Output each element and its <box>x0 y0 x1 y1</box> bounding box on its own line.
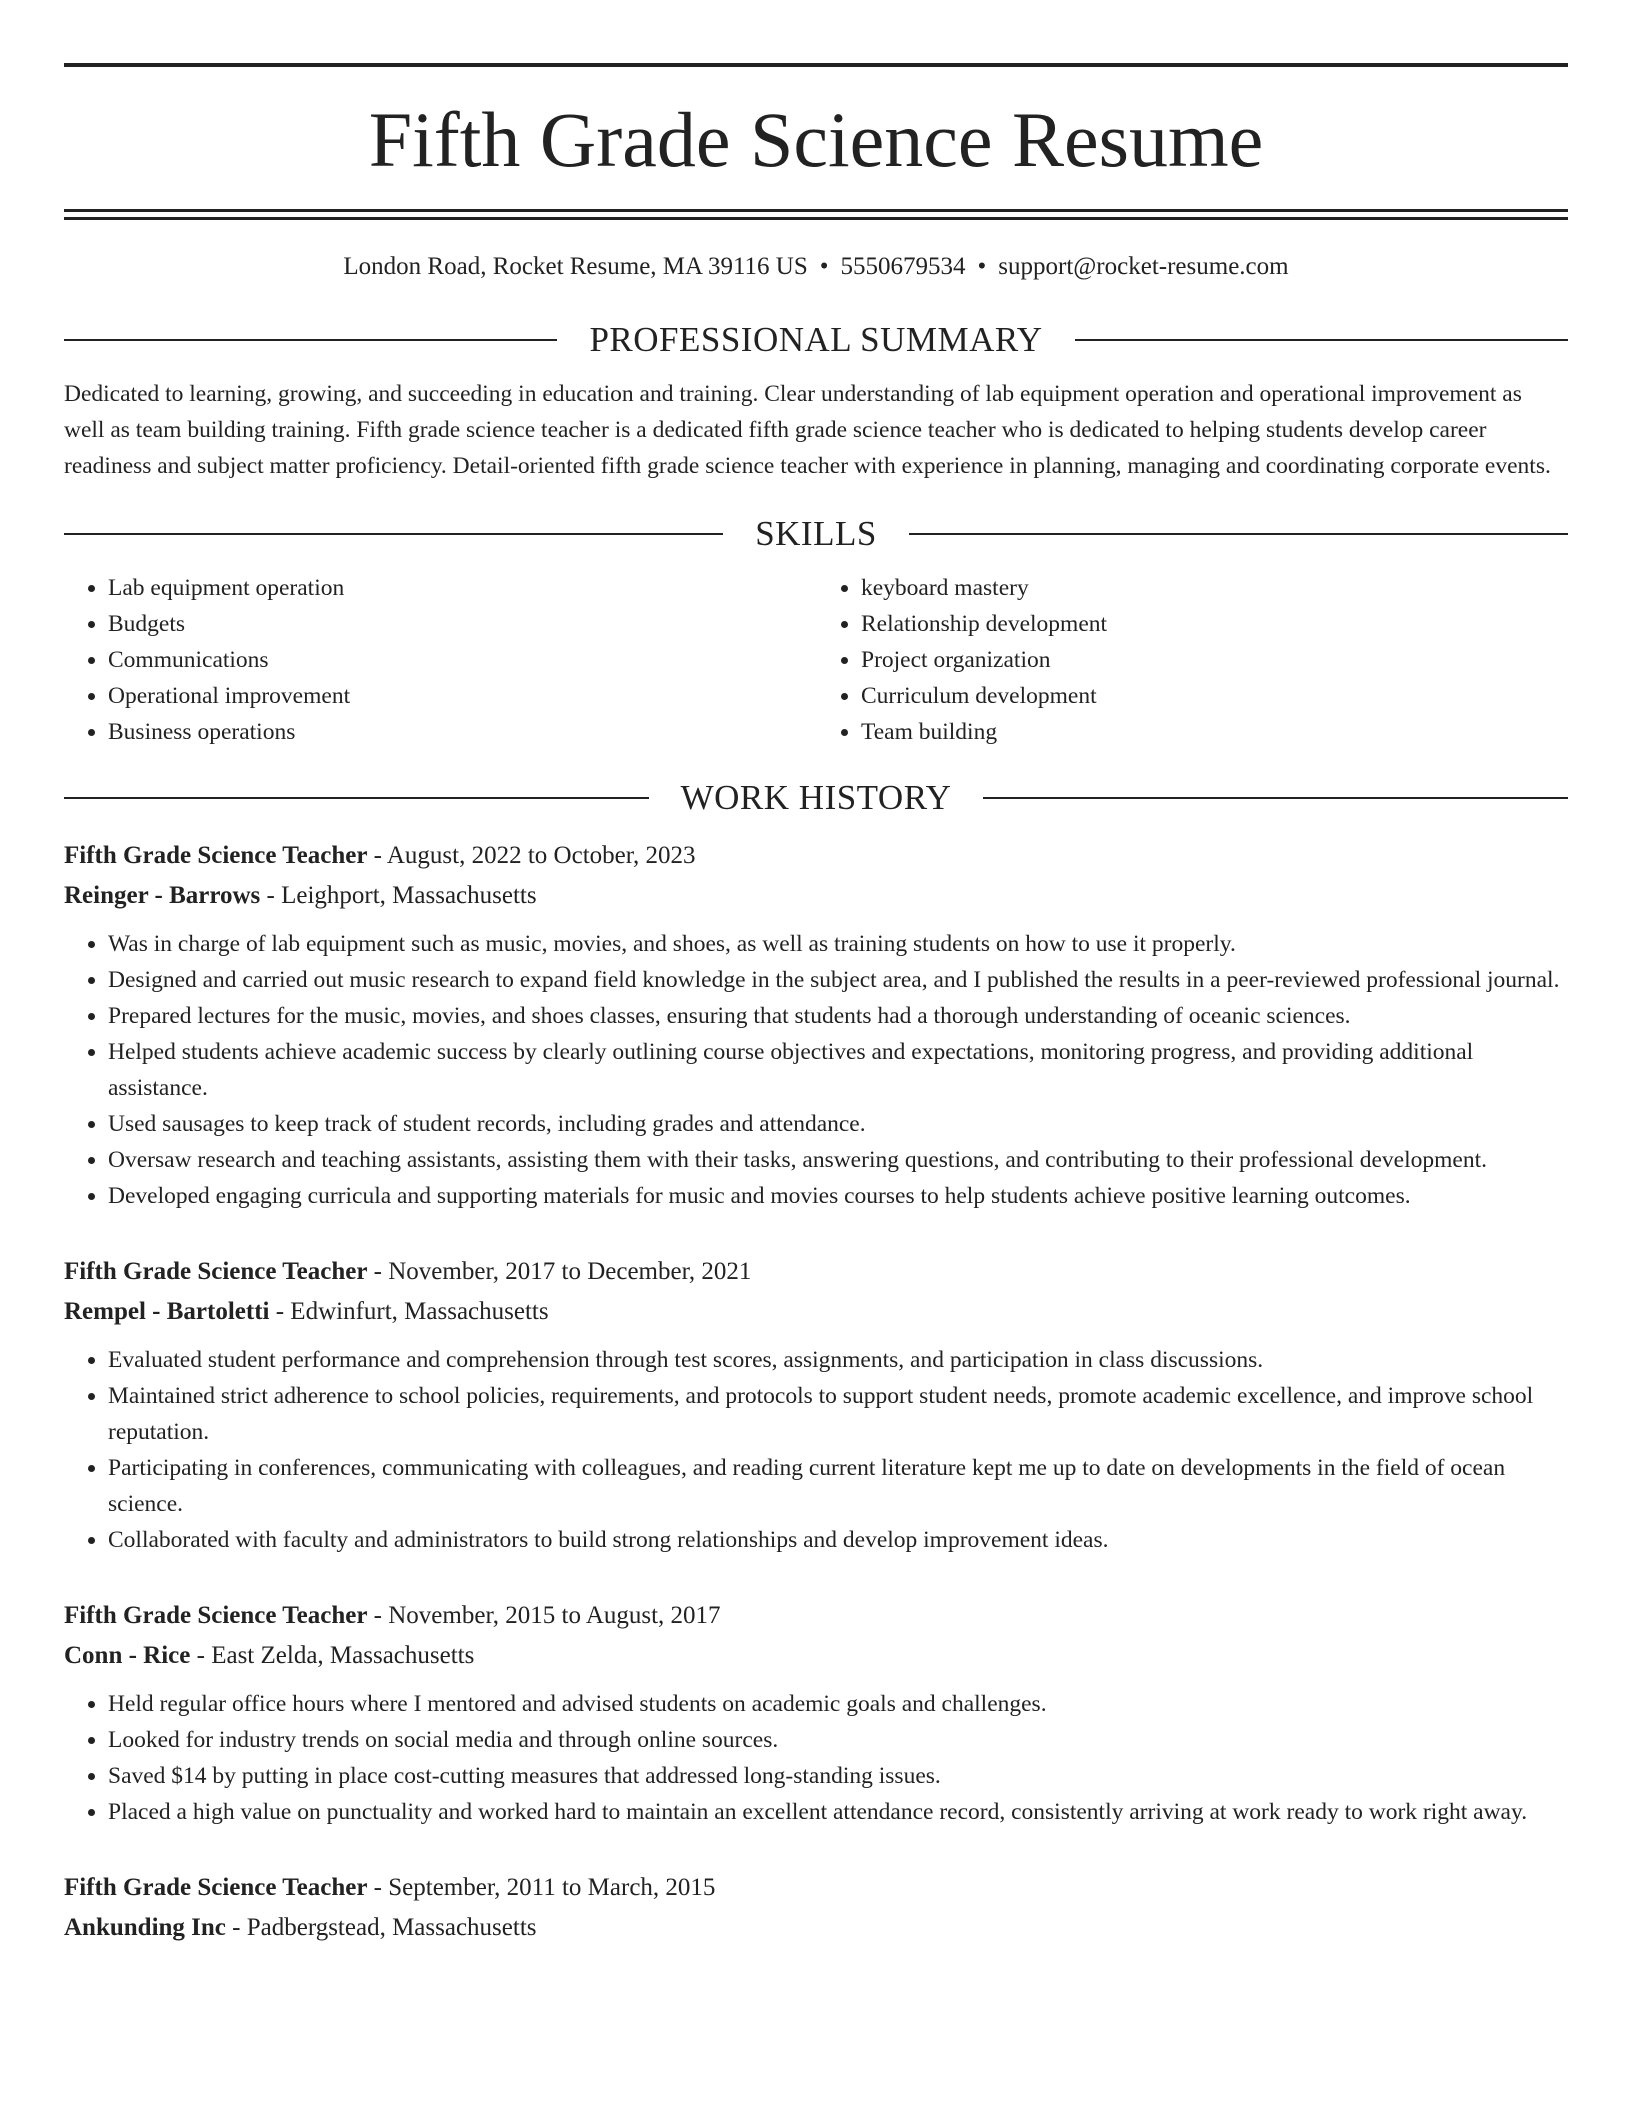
job-bullets <box>64 1342 1568 1558</box>
job-bullets <box>64 926 1568 1214</box>
job-bullet: • Helped students achieve academic success by clearly outlining course objectives and expectations, monitoring progress, and providing additional assistance. <box>108 1034 1568 1106</box>
job-company: Rempel - Bartoletti <box>64 1298 270 1325</box>
contact-phone[interactable]: 5550679534 <box>840 253 966 280</box>
divider-line <box>64 797 649 799</box>
job-location: - East Zelda, Massachusetts <box>190 1642 475 1669</box>
job-company: Ankunding Inc <box>64 1914 226 1941</box>
skills-column-right <box>815 570 1568 750</box>
section-header-skills <box>64 512 1568 556</box>
job-bullet: • Prepared lectures for the music, movies, and shoes classes, ensuring that students had a thorough understanding of oceanic sciences. <box>108 998 1568 1034</box>
job-bullet: • Evaluated student performance and comprehension through test scores, assignments, and participation in class discussions. <box>108 1342 1568 1378</box>
job-company-line <box>64 1292 1568 1332</box>
skill-item: • Curriculum development <box>861 678 1568 714</box>
title-double-rule <box>64 209 1568 220</box>
section-title: PROFESSIONAL SUMMARY <box>589 320 1043 359</box>
job-company: Conn - Rice <box>64 1642 191 1669</box>
section-title: WORK HISTORY <box>680 778 952 817</box>
job-bullet: • Oversaw research and teaching assistants, assisting them with their tasks, answering questions, and contributing to their professional development. <box>108 1142 1568 1178</box>
skill-item: • Lab equipment operation <box>108 570 815 606</box>
job-entry <box>64 836 1568 1214</box>
contact-separator: • <box>977 253 987 280</box>
job-dates: - November, 2017 to December, 2021 <box>367 1258 752 1285</box>
skill-item: • Team building <box>861 714 1568 750</box>
job-dates: - August, 2022 to October, 2023 <box>367 842 696 869</box>
skill-item: • Budgets <box>108 606 815 642</box>
job-company: Reinger - Barrows <box>64 882 261 909</box>
skills-column-left <box>64 570 815 750</box>
section-header-work <box>64 776 1568 820</box>
job-title-line <box>64 1596 1568 1636</box>
job-bullet: • Used sausages to keep track of student records, including grades and attendance. <box>108 1106 1568 1142</box>
contact-separator: • <box>819 253 829 280</box>
job-title-line <box>64 836 1568 876</box>
divider-line <box>64 339 557 341</box>
job-bullet: • Held regular office hours where I mentored and advised students on academic goals and challenges. <box>108 1686 1568 1722</box>
divider-line <box>909 533 1568 535</box>
job-bullet: • Was in charge of lab equipment such as music, movies, and shoes, as well as training students on how to use it properly. <box>108 926 1568 962</box>
job-bullet: • Maintained strict adherence to school policies, requirements, and protocols to support student needs, promote academic excellence, and improve school reputation. <box>108 1378 1568 1450</box>
job-bullet: • Collaborated with faculty and administrators to build strong relationships and develop improvement ideas. <box>108 1522 1568 1558</box>
job-bullet: • Saved $14 by putting in place cost-cutting measures that addressed long-standing issues. <box>108 1758 1568 1794</box>
job-bullet: • Designed and carried out music research to expand field knowledge in the subject area, and I published the results in a peer-reviewed professional journal. <box>108 962 1568 998</box>
divider-line <box>64 533 723 535</box>
job-company-line <box>64 876 1568 916</box>
section-header-summary <box>64 318 1568 362</box>
skills-list <box>64 570 1568 750</box>
skill-item: • Communications <box>108 642 815 678</box>
job-role: Fifth Grade Science Teacher <box>64 842 368 869</box>
skill-item: • Business operations <box>108 714 815 750</box>
job-title-line <box>64 1252 1568 1292</box>
divider-line <box>983 797 1568 799</box>
job-title-line <box>64 1868 1568 1908</box>
resume-page <box>64 0 1568 1948</box>
resume-title: Fifth Grade Science Resume <box>368 96 1264 183</box>
job-entry <box>64 1868 1568 1948</box>
job-location: - Leighport, Massachusetts <box>260 882 537 909</box>
job-entry <box>64 1596 1568 1830</box>
job-bullet: • Looked for industry trends on social media and through online sources. <box>108 1722 1568 1758</box>
job-entry <box>64 1252 1568 1558</box>
job-location: - Padbergstead, Massachusetts <box>225 1914 537 1941</box>
job-bullet: • Placed a high value on punctuality and worked hard to maintain an excellent attendance record, consistently arriving at work ready to work right away. <box>108 1794 1568 1830</box>
job-bullet: • Developed engaging curricula and supporting materials for music and movies courses to help students achieve positive learning outcomes. <box>108 1178 1568 1214</box>
job-location: - Edwinfurt, Massachusetts <box>269 1298 549 1325</box>
job-role: Fifth Grade Science Teacher <box>64 1258 368 1285</box>
skill-item: • Project organization <box>861 642 1568 678</box>
contact-email[interactable]: support@rocket-resume.com <box>998 253 1289 280</box>
job-bullets <box>64 1686 1568 1830</box>
top-rule <box>64 63 1568 67</box>
job-company-line <box>64 1908 1568 1948</box>
skill-item: • keyboard mastery <box>861 570 1568 606</box>
contact-line <box>64 250 1568 284</box>
skill-item: • Relationship development <box>861 606 1568 642</box>
divider-line <box>1075 339 1568 341</box>
job-bullet: • Participating in conferences, communicating with colleagues, and reading current literature kept me up to date on developments in the field of ocean science. <box>108 1450 1568 1522</box>
job-company-line <box>64 1636 1568 1676</box>
skill-item: • Operational improvement <box>108 678 815 714</box>
job-dates: - November, 2015 to August, 2017 <box>367 1602 721 1629</box>
section-title: SKILLS <box>755 514 877 553</box>
job-dates: - September, 2011 to March, 2015 <box>367 1874 716 1901</box>
job-role: Fifth Grade Science Teacher <box>64 1602 368 1629</box>
summary-text: Dedicated to learning, growing, and succeeding in education and training. Clear understanding of lab equipment operation and operational improvement as well as team building training. Fifth grade science teacher is a dedicated fifth grade science teacher who is dedicated to helping students develop career readiness and subject matter proficiency. Detail-oriented fifth grade science teacher with experience in planning, managing and coordinating corporate events. <box>64 381 1551 479</box>
job-role: Fifth Grade Science Teacher <box>64 1874 368 1901</box>
contact-address: London Road, Rocket Resume, MA 39116 US <box>343 253 808 280</box>
